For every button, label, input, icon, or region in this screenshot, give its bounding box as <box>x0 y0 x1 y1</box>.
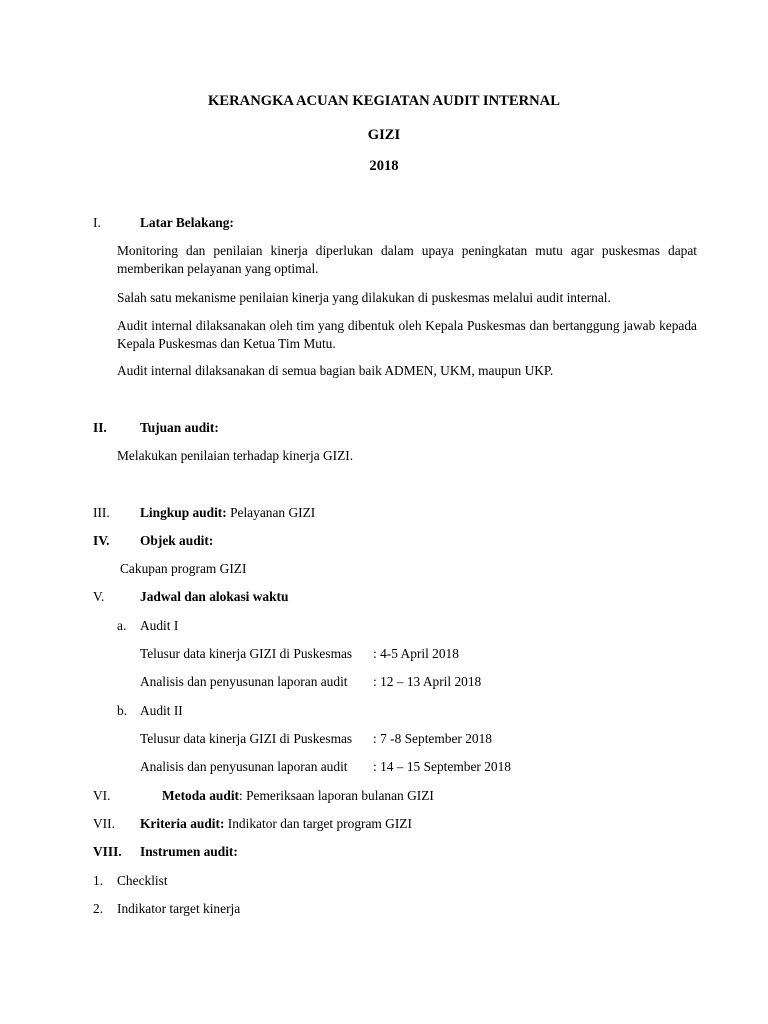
section-1-number: I. <box>93 215 101 230</box>
section-6-heading: Metoda audit <box>162 788 239 803</box>
section-5-number: V. <box>93 589 105 604</box>
document-title: KERANGKA ACUAN KEGIATAN AUDIT INTERNAL <box>208 93 560 109</box>
document-year: 2018 <box>369 158 399 174</box>
section-6-line <box>162 787 434 804</box>
section-7-line <box>140 815 412 832</box>
schedule-row-date: : 7 -8 September 2018 <box>373 731 493 746</box>
section-7-number: VII. <box>93 816 115 831</box>
schedule-item-b-marker: b. <box>117 703 128 718</box>
schedule-row-activity: Telusur data kinerja GIZI di Puskesmas <box>140 731 353 746</box>
section-6-text: : Pemeriksaan laporan bulanan GIZI <box>239 788 434 803</box>
section-2-text: Melakukan penilaian terhadap kinerja GIZI. <box>117 448 354 463</box>
instrument-item-text: Checklist <box>117 873 168 888</box>
section-3-text: Pelayanan GIZI <box>226 505 316 520</box>
schedule-item-a-marker: a. <box>117 618 127 633</box>
section-6-number: VI. <box>93 788 111 803</box>
section-4-number: IV. <box>93 533 110 548</box>
section-2-number: II. <box>93 420 107 435</box>
section-7-heading: Kriteria audit: <box>140 816 225 831</box>
section-3-line <box>140 504 315 521</box>
instrument-item-text: Indikator target kinerja <box>117 901 241 916</box>
instrument-item-number: 1. <box>93 873 104 888</box>
schedule-row-date: : 12 – 13 April 2018 <box>373 674 482 689</box>
section-1-paragraph-1: Monitoring dan penilaian kinerja diperlukan dalam upaya peningkatan mutu agar puskesmas dapat memberikan pelayanan yang optimal. <box>117 243 697 276</box>
schedule-item-a-label: Audit I <box>140 618 179 633</box>
section-2-heading: Tujuan audit: <box>140 420 219 435</box>
schedule-row-activity: Telusur data kinerja GIZI di Puskesmas <box>140 646 353 661</box>
document-subtitle: GIZI <box>367 127 401 143</box>
schedule-row-date: : 4-5 April 2018 <box>373 646 459 661</box>
schedule-item-b-label: Audit II <box>140 703 183 718</box>
section-4-heading: Objek audit: <box>140 533 214 548</box>
schedule-row-activity: Analisis dan penyusunan laporan audit <box>140 759 348 774</box>
section-4-text: Cakupan program GIZI <box>120 561 247 576</box>
section-5-heading: Jadwal dan alokasi waktu <box>140 589 289 604</box>
section-8-heading: Instrumen audit: <box>140 844 238 859</box>
section-3-heading: Lingkup audit: <box>140 505 227 520</box>
section-1-paragraph-3: Audit internal dilaksanakan oleh tim yang dibentuk oleh Kepala Puskesmas dan bertanggung jawab kepada Kepala Puskesmas dan Ketua Tim Mutu. <box>117 318 697 351</box>
section-7-text: Indikator dan target program GIZI <box>224 816 412 831</box>
section-1-heading: Latar Belakang: <box>140 215 234 230</box>
schedule-row-date: : 14 – 15 September 2018 <box>373 759 511 774</box>
schedule-row-activity: Analisis dan penyusunan laporan audit <box>140 674 348 689</box>
section-1-paragraph-2: Salah satu mekanisme penilaian kinerja yang dilakukan di puskesmas melalui audit internal. <box>117 290 611 305</box>
section-1-paragraph-4: Audit internal dilaksanakan di semua bagian baik ADMEN, UKM, maupun UKP. <box>117 363 554 378</box>
instrument-item-number: 2. <box>93 901 104 916</box>
section-3-number: III. <box>93 505 110 520</box>
section-8-number: VIII. <box>93 844 122 859</box>
